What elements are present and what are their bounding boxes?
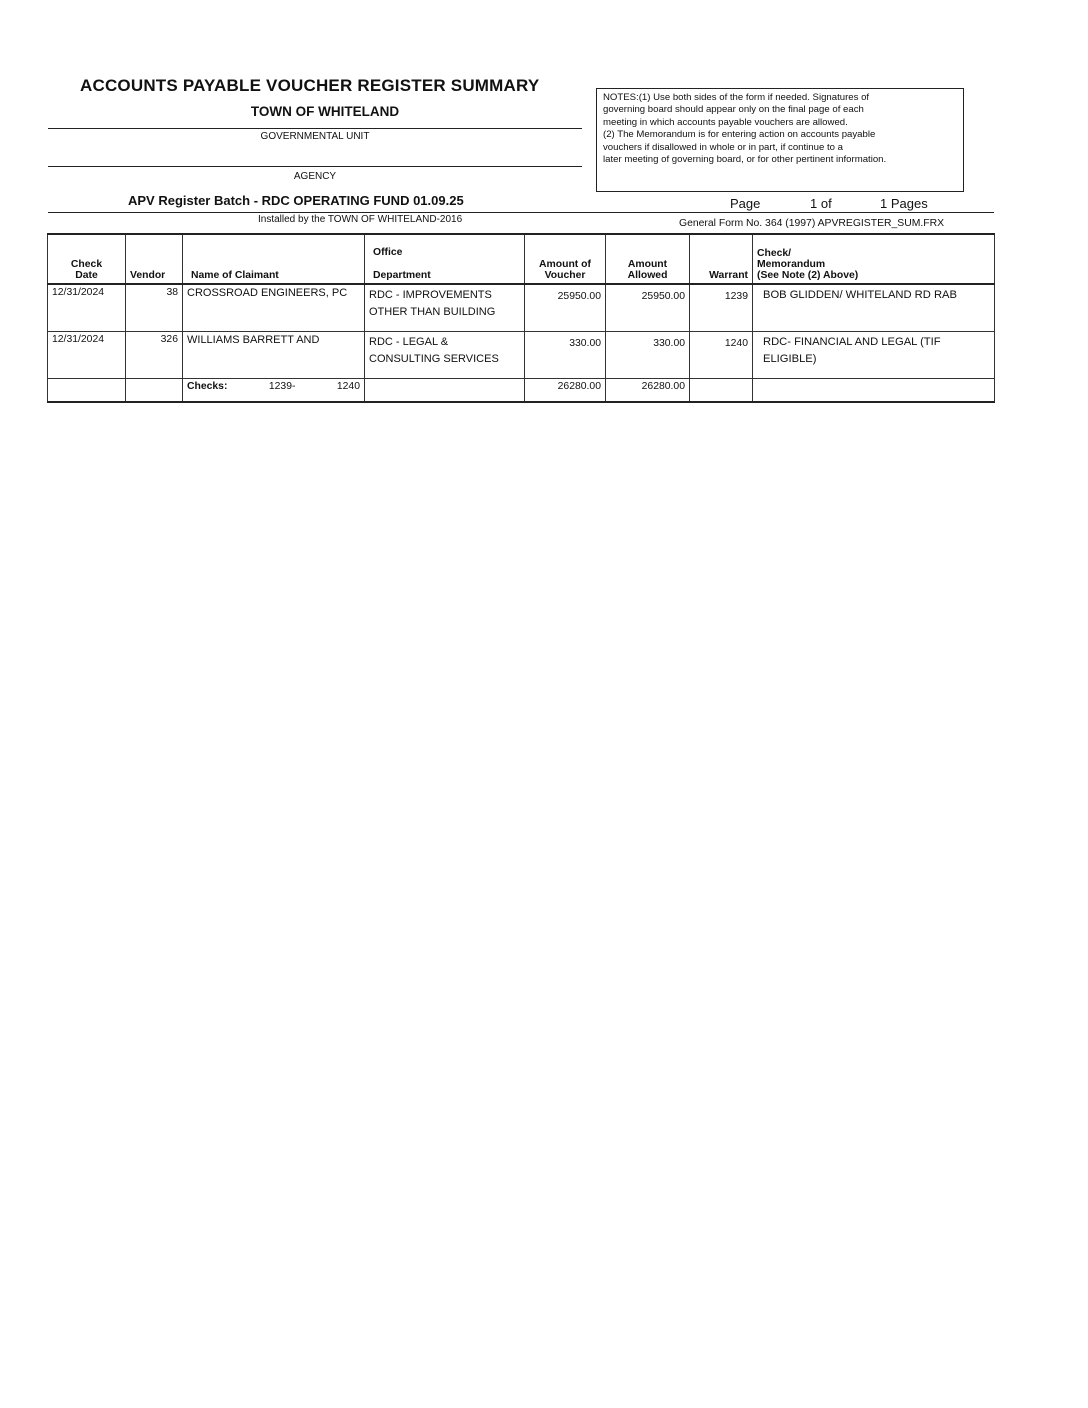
claimant-name: CROSSROAD ENGINEERS, PC: [183, 284, 365, 332]
amount-voucher: 25950.00: [525, 284, 606, 332]
amount-allowed: 330.00: [606, 332, 690, 379]
total-amount-allowed: 26280.00: [606, 379, 690, 403]
memorandum: BOB GLIDDEN/ WHITELAND RD RAB: [753, 284, 995, 332]
col-memo: Check/ Memorandum (See Note (2) Above): [753, 234, 995, 284]
notes-line: later meeting of governing board, or for other pertinent information.: [603, 154, 887, 166]
installed-by: Installed by the TOWN OF WHITELAND-2016: [258, 214, 463, 225]
town-name: TOWN OF WHITELAND: [250, 104, 400, 119]
table-row: [48, 332, 995, 379]
totals-empty: [753, 379, 995, 403]
checks-label: Checks:: [187, 381, 228, 392]
check-to: 1240: [336, 381, 360, 392]
check-from: 1239-: [268, 381, 296, 392]
totals-empty: [48, 379, 126, 403]
col-amount-allowed: Amount Allowed: [606, 234, 690, 284]
agency-line: [48, 166, 582, 167]
notes-box: [596, 88, 964, 192]
page-label: Page: [730, 196, 761, 211]
form-number: General Form No. 364 (1997) APVREGISTER_SUM.FRX: [679, 218, 945, 229]
notes-line: (2) The Memorandum is for entering action on accounts payable: [603, 129, 876, 141]
warrant-number: 1240: [690, 332, 753, 379]
amount-voucher: 330.00: [525, 332, 606, 379]
memorandum: RDC- FINANCIAL AND LEGAL (TIF ELIGIBLE): [753, 332, 995, 379]
notes-line: governing board should appear only on the final page of each: [603, 104, 864, 116]
totals-empty: [365, 379, 525, 403]
governmental-unit-label: GOVERNMENTAL UNIT: [260, 131, 370, 142]
notes-line: NOTES:(1) Use both sides of the form if needed. Signatures of: [603, 92, 870, 103]
totals-empty: [126, 379, 183, 403]
table-header-row: [48, 234, 995, 284]
table-row: [48, 284, 995, 332]
amount-allowed: 25950.00: [606, 284, 690, 332]
notes-line: vouchers if disallowed in whole or in part, if continue to a: [603, 141, 843, 153]
col-department: Office Department: [365, 234, 525, 284]
totals-empty: [690, 379, 753, 403]
check-date: 12/31/2024: [48, 284, 126, 332]
batch-title: APV Register Batch - RDC OPERATING FUND 01.09.25: [128, 193, 464, 208]
batch-underline: [48, 212, 994, 213]
claimant-name: WILLIAMS BARRETT AND: [183, 332, 365, 379]
vendor-id: 38: [126, 284, 183, 332]
col-check-date: Check Date: [48, 234, 126, 284]
col-claimant: Name of Claimant: [183, 234, 365, 284]
department: RDC - IMPROVEMENTS OTHER THAN BUILDING: [365, 284, 525, 332]
total-amount-voucher: 26280.00: [525, 379, 606, 403]
col-amount-voucher: Amount of Voucher: [525, 234, 606, 284]
agency-label: AGENCY: [293, 171, 337, 182]
vendor-id: 326: [126, 332, 183, 379]
page-total: 1 Pages: [880, 196, 928, 211]
col-warrant: Warrant: [690, 234, 753, 284]
warrant-number: 1239: [690, 284, 753, 332]
totals-row: [48, 379, 995, 403]
voucher-register-table: [47, 233, 995, 403]
check-range: [183, 379, 365, 403]
governmental-unit-line: [48, 128, 582, 129]
notes-line: meeting in which accounts payable vouchers are allowed.: [603, 116, 848, 128]
page-current: 1 of: [810, 196, 832, 211]
col-vendor: Vendor: [126, 234, 183, 284]
check-date: 12/31/2024: [48, 332, 126, 379]
department: RDC - LEGAL & CONSULTING SERVICES: [365, 332, 525, 379]
page-title: ACCOUNTS PAYABLE VOUCHER REGISTER SUMMARY: [80, 76, 540, 95]
